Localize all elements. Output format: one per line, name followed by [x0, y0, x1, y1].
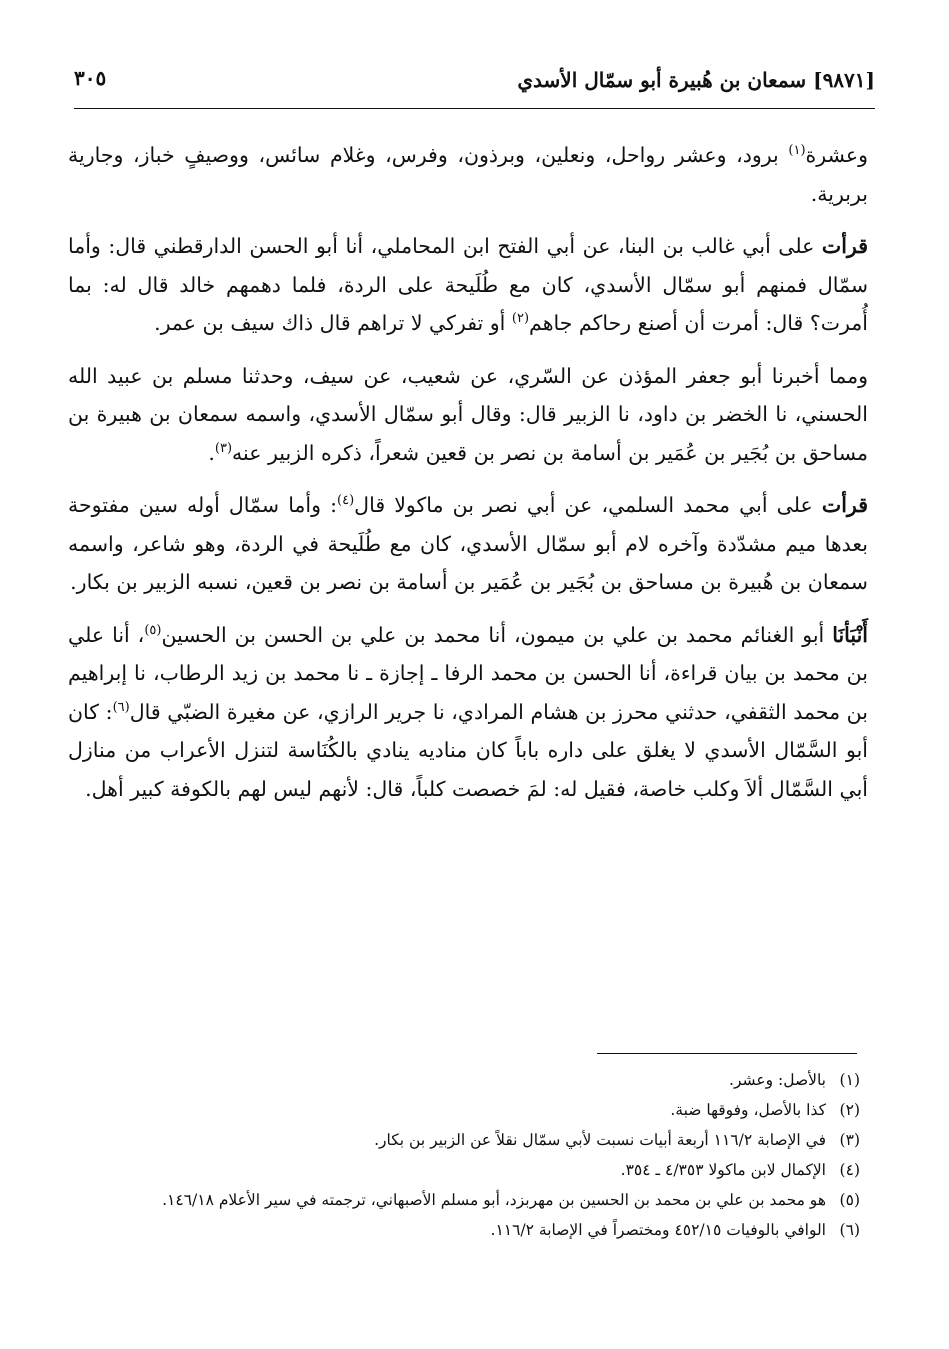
- header-rule: [74, 108, 875, 109]
- paragraph-text: أو تفركي لا تراهم قال ذاك سيف بن عمر.: [154, 311, 512, 335]
- entry-title: [٩٨٧١] سمعان بن هُبيرة أبو سمّال الأسدي: [517, 68, 875, 92]
- paragraph: [68, 616, 868, 809]
- footnote-item: [60, 1065, 860, 1095]
- footnote-item: [60, 1125, 860, 1155]
- paragraph-text: على أبي محمد السلمي، عن أبي نصر بن ماكولا قال: [354, 493, 822, 517]
- footnote-separator: [597, 1053, 857, 1054]
- paragraph-text: وعشرة: [805, 143, 868, 167]
- page-number: ٣٠٥: [74, 66, 107, 90]
- footnote-item: [60, 1215, 860, 1245]
- page-header: [74, 62, 875, 106]
- footnote-item: [60, 1155, 860, 1185]
- main-text: [68, 136, 868, 822]
- footnote-number: (٣): [839, 1131, 860, 1149]
- paragraph-text: برود، وعشر رواحل، ونعلين، وبرذون، وفرس، وغلام سائس، ووصيفٍ خباز، وجارية بربرية.: [68, 143, 868, 206]
- footnote-reference: (٥): [144, 622, 162, 638]
- footnote-text: بالأصل: وعشر.: [729, 1071, 826, 1089]
- footnote-reference: (٣): [214, 440, 233, 456]
- paragraph-text: أبو الغنائم محمد بن علي بن ميمون، أنا محمد بن علي بن الحسن بن الحسين: [161, 622, 833, 647]
- footnote-text: الإكمال لابن ماكولا ٤/٣٥٣ ـ ٣٥٤.: [620, 1161, 826, 1179]
- paragraph: [68, 227, 868, 343]
- paragraph-text: ، أنا علي بن محمد بن بيان قراءة، أنا الحسن بن محمد الرفا ـ إجازة ـ نا محمد بن زيد الرطاب، نا إبراهيم بن محمد الثقفي، حدثني محرز بن هشام المرادي، نا جرير الرازي، عن مغيرة الضبّي قال: [68, 622, 868, 724]
- footnote-reference: (١): [788, 143, 806, 159]
- paragraph: [68, 136, 868, 213]
- footnote-text: الوافي بالوفيات ٤٥٢/١٥ ومختصراً في الإصابة ١١٦/٢.: [490, 1221, 826, 1239]
- footnote-number: (٥): [839, 1191, 860, 1209]
- paragraph-text: .: [208, 440, 215, 465]
- paragraph-text: على أبي غالب بن البنا، عن أبي الفتح ابن المحاملي، أنا أبو الحسن الدارقطني قال: وأما سمّال فمنهم أبو سمّال الأسدي، كان مع طُلَيحة على الردة، فلما دهمهم خالد قال له: بما أُمرت؟ قال: أمرت أن أصنع رحاكم جاهم: [68, 234, 868, 335]
- footnote-number: (٢): [839, 1101, 860, 1119]
- footnote-item: [60, 1095, 860, 1125]
- paragraph: [68, 357, 868, 473]
- footnote-text: في الإصابة ١١٦/٢ أربعة أبيات نسبت لأبي سمّال نقلاً عن الزبير بن بكار.: [374, 1131, 826, 1149]
- paragraph-text: : كان أبو السَّمّال الأسدي لا يغلق على داره باباً كان مناديه ينادي بالكُنَاسة لتنزل الأعراب من منازل أبي السَّمّال ألاَ وكلب خاصة، فقيل له: لمَ خصصت كلباً، قال: لأنهم ليس لهم بالكوفة كبير أهل.: [68, 699, 868, 801]
- footnote-reference: (٢): [511, 311, 530, 327]
- footnote-reference: (٤): [337, 493, 355, 509]
- footnote-number: (١): [839, 1071, 860, 1089]
- paragraph-text: ومما أخبرنا أبو جعفر المؤذن عن السّري، عن شعيب، عن سيف، وحدثنا مسلم بن عبيد الله الحسني، نا الخضر بن داود، نا الزبير قال: وقال أبو سمّال الأسدي، واسمه سمعان بن هبيرة بن مساحق بن بُجَير بن عُمَير بن أسامة بن نصر بن قعين شعراً، ذكره الزبير عنه: [68, 363, 868, 465]
- footnote-number: (٦): [839, 1221, 860, 1239]
- footnotes: [60, 1065, 860, 1245]
- paragraph-text: : وأما سمّال أوله سين مفتوحة بعدها ميم مشدّدة وآخره لام أبو سمّال الأسدي، كان مع طُلَيحة في الردة، وهو شاعر، واسمه سمعان بن هُبيرة بن مساحق بن بُجَير بن عُمَير بن أسامة بن نصر بن قعين، نسبه الزبير بن بكار.: [68, 493, 868, 594]
- footnote-item: [60, 1185, 860, 1215]
- footnote-reference: (٦): [112, 699, 130, 715]
- footnote-text: كذا بالأصل، وفوقها ضبة.: [670, 1101, 826, 1119]
- paragraph-lead-word: قرأت: [821, 234, 868, 258]
- paragraph: [68, 486, 868, 602]
- paragraph-lead-word: قرأت: [821, 493, 868, 517]
- footnote-text: هو محمد بن علي بن محمد بن الحسين بن مهربزد، أبو مسلم الأصبهاني، ترجمته في سير الأعلام ١٤٦/١٨.: [162, 1191, 826, 1209]
- paragraph-lead-word: أَنْبَأنَا: [832, 622, 869, 647]
- footnote-number: (٤): [839, 1161, 860, 1179]
